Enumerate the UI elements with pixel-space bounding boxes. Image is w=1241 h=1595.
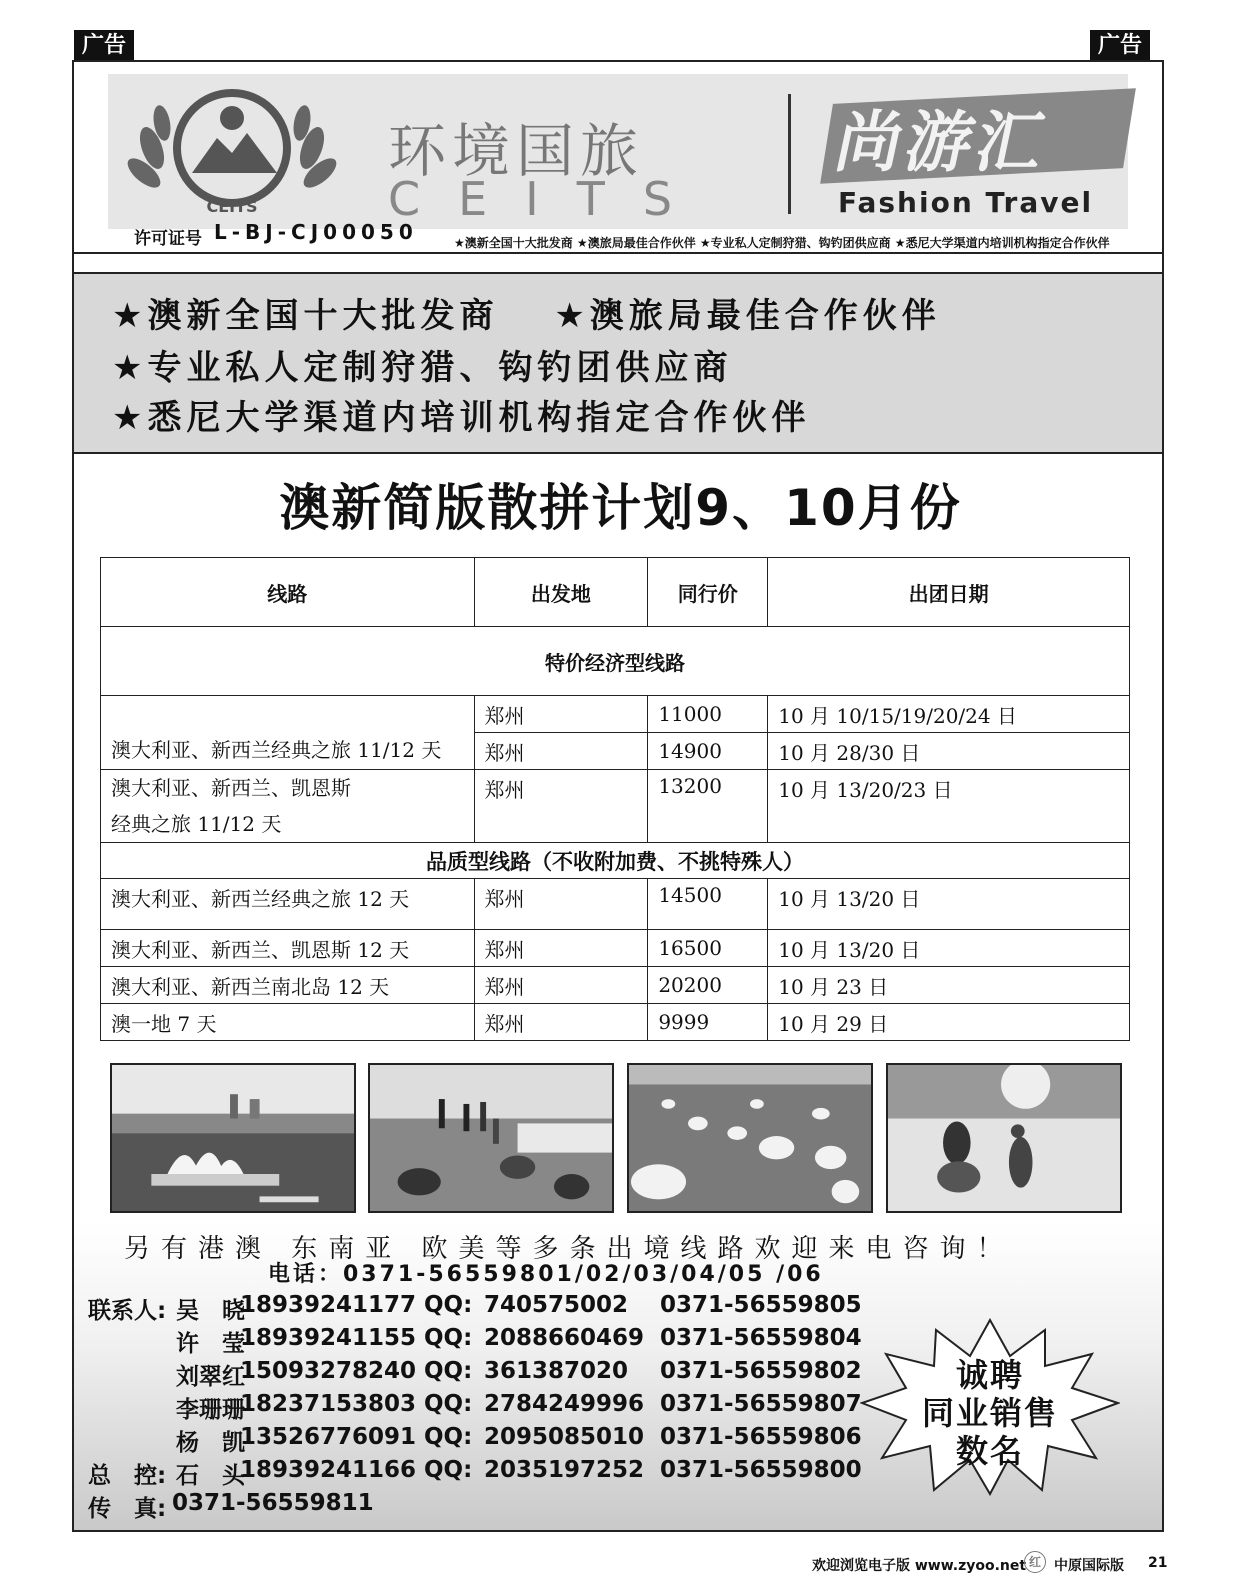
highlight-line: ★澳新全国十大批发商 ★澳旅局最佳合作伙伴 — [112, 296, 941, 336]
contacts-label: 联系人: — [88, 1298, 167, 1324]
price-cell: 11000 — [648, 696, 768, 733]
contact-qq: 2784249996 — [484, 1391, 645, 1417]
header-route: 线路 — [101, 558, 475, 627]
contact-qq-label: QQ: — [424, 1325, 473, 1351]
contact-name: 刘翠红 — [176, 1364, 245, 1390]
contact-name: 吴 晓 — [176, 1298, 245, 1324]
more-routes-text: 另有港澳 东南亚 欧美等多条出境线路欢迎来电咨询！ — [124, 1234, 1014, 1264]
contact-mobile: 18939241177 — [240, 1292, 417, 1318]
route-line: 澳大利亚、新西兰、凯恩斯 — [111, 776, 351, 800]
contact-qq-label: QQ: — [424, 1292, 473, 1318]
logo-divider — [788, 94, 791, 214]
ad-tag-left: 广告 — [74, 30, 134, 62]
date-cell: 10 月 29 日 — [768, 1004, 1130, 1041]
city-cell: 郑州 — [474, 879, 648, 930]
contact-mobile: 13526776091 — [240, 1424, 417, 1450]
highlight-line: ★悉尼大学渠道内培训机构指定合作伙伴 — [112, 398, 811, 438]
recruit-line: 诚聘 — [955, 1356, 1024, 1394]
price-cell: 13200 — [648, 770, 768, 843]
chief-tel: 0371-56559800 — [660, 1457, 862, 1483]
category-row — [101, 843, 1130, 879]
logo-cn: 环境国旅 — [388, 117, 645, 185]
contact-name: 李珊珊 — [176, 1397, 245, 1423]
route-cell: 澳大利亚、新西兰经典之旅 12 天 — [101, 879, 475, 930]
logo-en: CEITS — [388, 172, 711, 226]
date-cell: 10 月 23 日 — [768, 967, 1130, 1004]
table-row — [101, 1004, 1130, 1041]
logo-banner — [108, 74, 1128, 229]
svg-text:CEITS: CEITS — [206, 197, 258, 216]
contact-qq: 2095085010 — [484, 1424, 645, 1450]
date-cell: 10 月 13/20 日 — [768, 930, 1130, 967]
photo-woman-kangaroo-beach — [886, 1063, 1122, 1213]
table-header-row — [101, 558, 1130, 627]
chief-qq: 2035197252 — [484, 1457, 645, 1483]
table-row — [101, 879, 1130, 930]
route-cell — [101, 770, 475, 843]
page-title: 澳新简版散拼计划9、10月份 — [279, 479, 962, 537]
contact-qq-label: QQ: — [424, 1358, 473, 1384]
photo-sydney-opera-house — [110, 1063, 356, 1213]
price-cell: 9999 — [648, 1004, 768, 1041]
date-cell: 10 月 10/15/19/20/24 日 — [768, 696, 1130, 733]
header-tagline: ★澳新全国十大批发商 ★澳旅局最佳合作伙伴 ★专业私人定制狩猎、钩钓团供应商 ★悉尼大学渠道内培训机构指定合作伙伴 — [454, 236, 1110, 250]
header — [74, 62, 1162, 254]
category-quality: 品质型线路（不收附加费、不挑特殊人） — [101, 843, 1130, 879]
table-row — [101, 930, 1130, 967]
date-cell: 10 月 13/20 日 — [768, 879, 1130, 930]
chief-label: 总 控: — [88, 1463, 167, 1489]
fax-label: 传 真: — [88, 1496, 167, 1522]
photo-sheep-field — [627, 1063, 873, 1213]
tour-table — [100, 557, 1130, 1041]
main-phone: 电话：0371-56559801/02/03/04/05 /06 — [268, 1262, 824, 1287]
recruit-line: 同业销售 — [921, 1394, 1058, 1432]
city-cell: 郑州 — [474, 967, 648, 1004]
route-cell: 澳一地 7 天 — [101, 1004, 475, 1041]
recruit-line: 数名 — [955, 1432, 1024, 1470]
price-cell: 14500 — [648, 879, 768, 930]
contact-tel: 0371-56559805 — [660, 1292, 862, 1318]
city-cell: 郑州 — [474, 1004, 648, 1041]
highlights-band — [74, 272, 1162, 454]
table-row — [101, 967, 1130, 1004]
fax-number: 0371-56559811 — [172, 1490, 374, 1516]
category-economy: 特价经济型线路 — [101, 627, 1130, 696]
route-line: 经典之旅 11/12 天 — [111, 812, 282, 836]
footer-section: 中原国际版 — [1054, 1558, 1124, 1574]
contact-mobile: 15093278240 — [240, 1358, 417, 1384]
chief-qq-label: QQ: — [424, 1457, 473, 1483]
date-cell: 10 月 28/30 日 — [768, 733, 1130, 770]
footer-text: 欢迎浏览电子版 www.zyoo.net — [812, 1558, 1027, 1574]
contact-qq: 361387020 — [484, 1358, 629, 1384]
contact-tel: 0371-56559807 — [660, 1391, 862, 1417]
route-cell: 澳大利亚、新西兰经典之旅 11/12 天 — [101, 696, 475, 770]
page-number: 21 — [1148, 1555, 1168, 1571]
contact-qq: 740575002 — [484, 1292, 629, 1318]
contact-qq-label: QQ: — [424, 1424, 473, 1450]
ad-tag-right: 广告 — [1090, 30, 1150, 62]
contact-mobile: 18939241155 — [240, 1325, 417, 1351]
route-cell: 澳大利亚、新西兰、凯恩斯 12 天 — [101, 930, 475, 967]
ceits-seal-icon — [122, 88, 342, 218]
contact-name: 许 莹 — [176, 1331, 245, 1357]
header-date: 出团日期 — [768, 558, 1130, 627]
city-cell: 郑州 — [474, 770, 648, 843]
route-cell: 澳大利亚、新西兰南北岛 12 天 — [101, 967, 475, 1004]
license-label: 许可证号 — [134, 229, 202, 249]
photo-kangaroos-hikers — [368, 1063, 614, 1213]
contact-tel: 0371-56559802 — [660, 1358, 862, 1384]
price-cell: 20200 — [648, 967, 768, 1004]
date-cell: 10 月 13/20/23 日 — [768, 770, 1130, 843]
contact-mobile: 18237153803 — [240, 1391, 417, 1417]
chief-name: 石 头 — [176, 1463, 245, 1489]
table-row — [101, 696, 1130, 733]
license-number: L-BJ-CJ00050 — [214, 220, 418, 244]
chief-mobile: 18939241166 — [240, 1457, 417, 1483]
city-cell: 郑州 — [474, 930, 648, 967]
contact-qq: 2088660469 — [484, 1325, 645, 1351]
category-row — [101, 627, 1130, 696]
highlight-line: ★专业私人定制狩猎、钩钓团供应商 — [112, 348, 733, 388]
contact-tel: 0371-56559806 — [660, 1424, 862, 1450]
contact-tel: 0371-56559804 — [660, 1325, 862, 1351]
brand2-cn: 尚游汇 — [828, 104, 1055, 181]
contact-qq-label: QQ: — [424, 1391, 473, 1417]
city-cell: 郑州 — [474, 733, 648, 770]
footer-logo-icon: 红 — [1024, 1551, 1046, 1573]
price-cell: 16500 — [648, 930, 768, 967]
price-cell: 14900 — [648, 733, 768, 770]
table-row — [101, 770, 1130, 843]
city-cell: 郑州 — [474, 696, 648, 733]
header-departure: 出发地 — [474, 558, 648, 627]
header-price: 同行价 — [648, 558, 768, 627]
brand2-en: Fashion Travel — [838, 186, 1094, 219]
contact-name: 杨 凯 — [176, 1430, 245, 1456]
